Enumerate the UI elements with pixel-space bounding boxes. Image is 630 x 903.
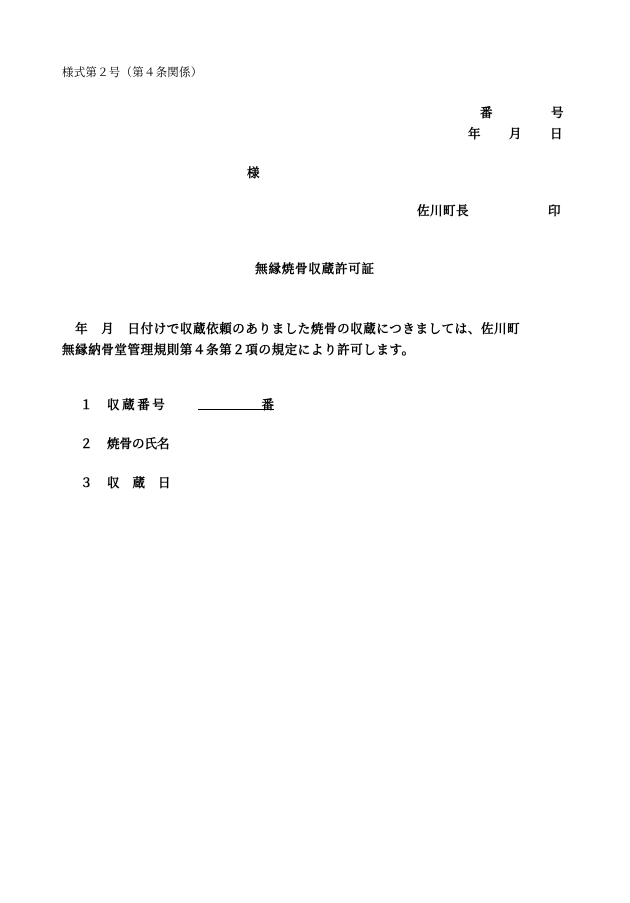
item-label: 収蔵日 xyxy=(107,475,184,490)
body-line-2: 無縁納骨堂管理規則第４条第２項の規定により許可します。 xyxy=(62,342,415,357)
body-line-1: 年 月 日付けで収蔵依頼のありました焼骨の収蔵につきましては、佐川町 xyxy=(62,321,521,336)
document-number-ban: 番 xyxy=(480,105,493,120)
addressee-suffix: 様 xyxy=(247,165,260,180)
seal-mark: 印 xyxy=(548,203,561,218)
date-year: 年 xyxy=(468,126,481,141)
document-number-go: 号 xyxy=(551,105,564,120)
item-label: 収蔵番号 xyxy=(107,397,168,412)
document-title: 無縁焼骨収蔵許可証 xyxy=(255,261,375,276)
issuer-line xyxy=(417,201,565,217)
body-paragraph xyxy=(62,318,582,360)
storage-number-suffix: 番 xyxy=(261,397,274,412)
date-day: 日 xyxy=(550,126,563,141)
issuer-name: 佐川町長 xyxy=(417,203,470,218)
storage-number-blank xyxy=(198,395,274,410)
item-number: ２ xyxy=(80,436,93,451)
date-month: 月 xyxy=(509,126,522,141)
document-date-line xyxy=(464,124,564,140)
item-number: ３ xyxy=(80,475,93,490)
form-number: 様式第２号（第４条関係） xyxy=(62,65,203,79)
item-number: １ xyxy=(80,397,93,412)
item-label: 焼骨の氏名 xyxy=(107,436,170,451)
